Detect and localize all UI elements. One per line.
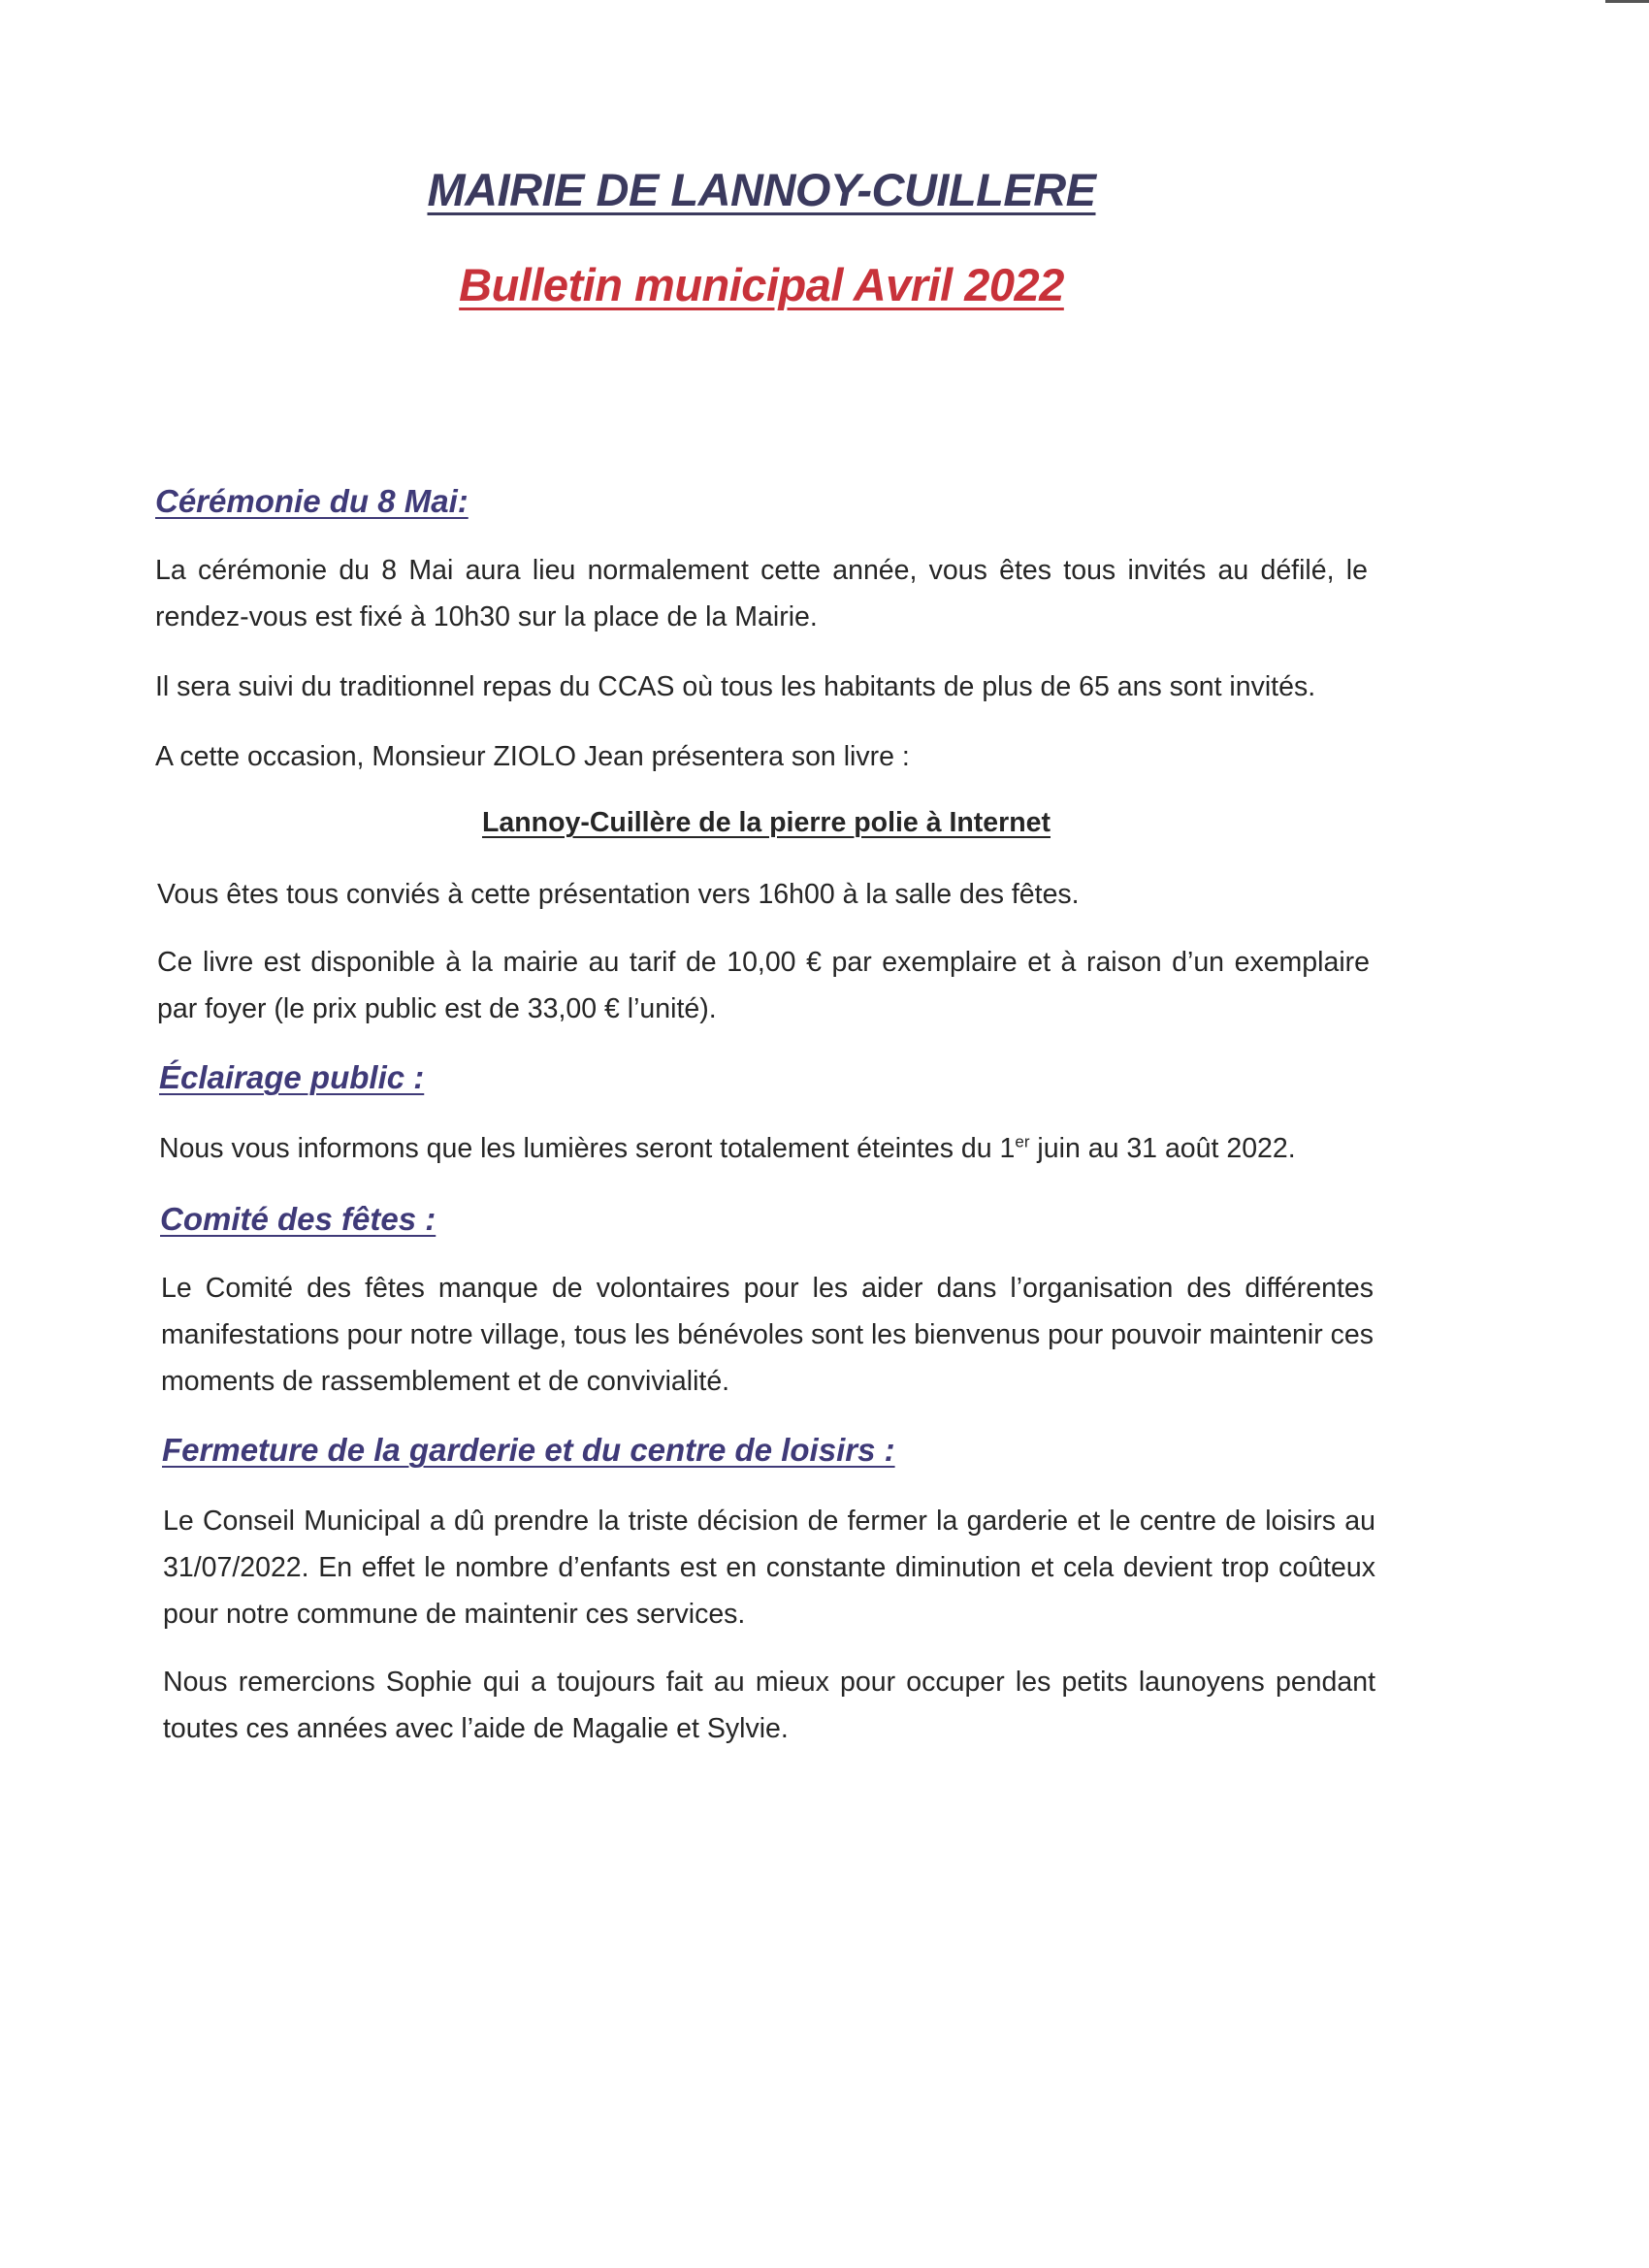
eclairage-text-start: Nous vous informons que les lumières seront totalement éteintes du 1	[159, 1133, 1016, 1164]
section-heading-ceremonie: Cérémonie du 8 Mai:	[155, 483, 469, 519]
eclairage-text-end: juin au 31 août 2022.	[1029, 1133, 1296, 1164]
scan-edge-mark	[1605, 0, 1649, 3]
eclairage-superscript: er	[1015, 1132, 1030, 1151]
section-heading-fermeture: Fermeture de la garderie et du centre de loisirs :	[162, 1432, 895, 1468]
fermeture-paragraph-2: Nous remercions Sophie qui a toujours fait au mieux pour occuper les petits launoyens pendant toutes ces années avec l’aide de Magalie et Sylvie.	[163, 1667, 1375, 1744]
section-heading-eclairage: Éclairage public :	[159, 1059, 425, 1095]
fermeture-paragraph-1: Le Conseil Municipal a dû prendre la triste décision de fermer la garderie et le centre de loisirs au 31/07/2022. En effet le nombre d’enfants est en constante diminution et cela devient trop coûteux pour notre commune de maintenir ces services.	[163, 1506, 1375, 1630]
ceremonie-paragraph-1: La cérémonie du 8 Mai aura lieu normalement cette année, vous êtes tous invités au défilé, le rendez-vous est fixé à 10h30 sur la place de la Mairie.	[155, 555, 1368, 632]
ceremonie-paragraph-4: Vous êtes tous conviés à cette présentation vers 16h00 à la salle des fêtes.	[157, 879, 1080, 910]
comite-paragraph: Le Comité des fêtes manque de volontaires pour les aider dans l’organisation des différentes manifestations pour notre village, tous les bénévoles sont les bienvenus pour pouvoir maintenir ces moments de rassemblement et de convivialité.	[161, 1273, 1374, 1397]
ceremonie-paragraph-3: A cette occasion, Monsieur ZIOLO Jean présentera son livre :	[155, 741, 910, 772]
eclairage-paragraph	[159, 1125, 1381, 1172]
page-title: MAIRIE DE LANNOY-CUILLERE	[427, 164, 1096, 215]
ceremonie-paragraph-2: Il sera suivi du traditionnel repas du CCAS où tous les habitants de plus de 65 ans sont invités.	[155, 671, 1316, 702]
ceremonie-paragraph-5: Ce livre est disponible à la mairie au tarif de 10,00 € par exemplaire et à raison d’un exemplaire par foyer (le prix public est de 33,00 € l’unité).	[157, 947, 1370, 1024]
page-subtitle: Bulletin municipal Avril 2022	[459, 259, 1064, 310]
book-title: Lannoy-Cuillère de la pierre polie à Internet	[482, 807, 1051, 838]
section-heading-comite: Comité des fêtes :	[160, 1201, 436, 1237]
